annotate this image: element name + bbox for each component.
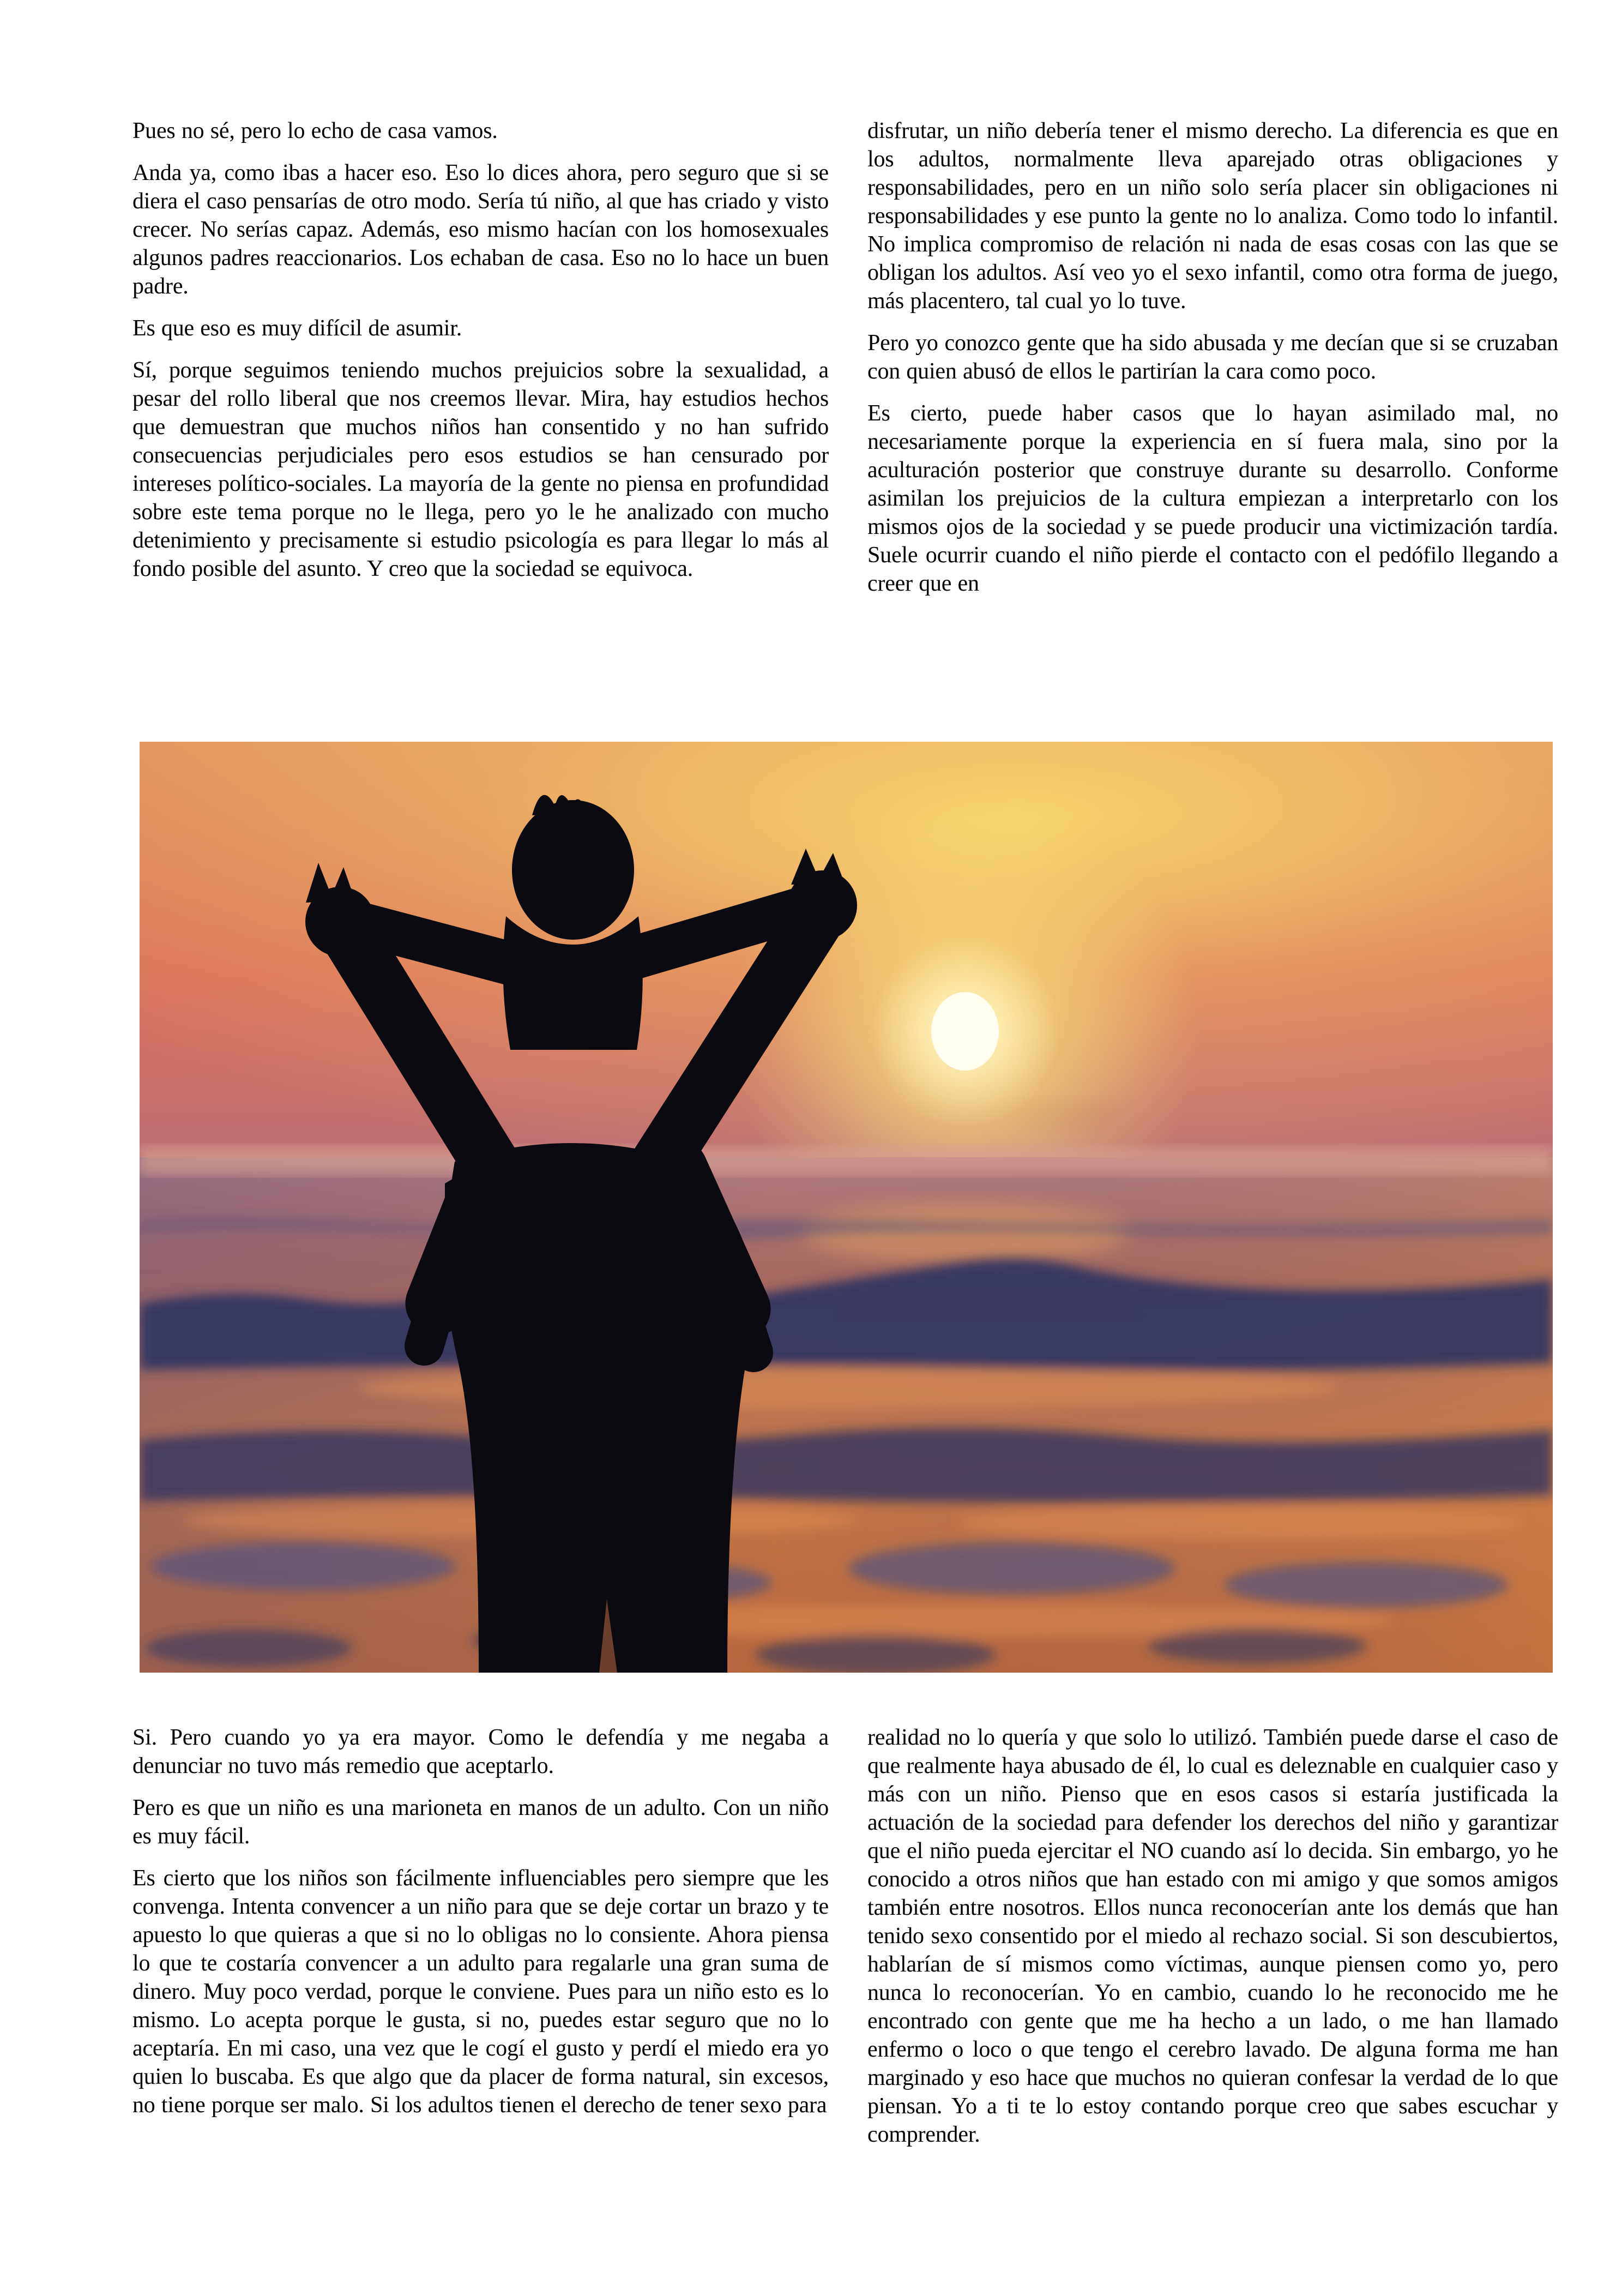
paragraph: Pues no sé, pero lo echo de casa vamos. bbox=[132, 118, 498, 143]
sunset-photo bbox=[140, 742, 1553, 1673]
paragraph: Si. Pero cuando yo ya era mayor. Como le defendía y me negaba a denunciar no tuvo más remedio que aceptarlo. bbox=[132, 1725, 829, 1778]
horizon-haze bbox=[140, 1146, 1553, 1175]
paragraph: Pero yo conozco gente que ha sido abusada y me decían que si se cruzaban con quien abusó de ellos le partirían la cara como poco. bbox=[867, 330, 1558, 384]
top-right-column bbox=[867, 117, 1558, 611]
paragraph: disfrutar, un niño debería tener el mismo derecho. La diferencia es que en los adultos, normalmente lleva aparejado otras obligaciones y responsabilidades, pero en un niño solo sería placer sin obligaciones ni responsabilidades y ese punto la gente no lo analiza. Como todo lo infantil. No implica compromiso de relación ni nada de esas cosas con las que se obligan los adultos. Así veo yo el sexo infantil, como otra forma de juego, más placentero, tal cual yo lo tuve. bbox=[867, 118, 1558, 314]
paragraph: Es cierto que los niños son fácilmente influenciables pero siempre que les convenga. Intenta convencer a un niño para que se deje cortar un brazo y te apuesto lo que quieras a que si no lo obligas no lo consiente. Ahora piensa lo que te costaría convencer a un adulto para regalarle una gran suma de dinero. Muy poco verdad, porque le conviene. Pues para un niño esto es lo mismo. Lo acepta porque le gusta, si no, puedes estar seguro que no lo aceptaría. En mi caso, una vez que le cogí el gusto y perdí el miedo era yo quien lo buscaba. Es que algo que da placer de forma natural, sin excesos, no tiene porque ser malo. Si los adultos tienen el derecho de tener sexo para bbox=[132, 1866, 829, 2118]
sea bbox=[140, 1146, 1553, 1673]
paragraph: realidad no lo quería y que solo lo utilizó. También puede darse el caso de que realmente haya abusado de él, lo cual es deleznable en cualquier caso y más con un niño. Pienso que en esos casos si estaría justificada la actuación de la sociedad para defender los derechos del niño y garantizar que el niño pueda ejercitar el NO cuando así lo decida. Sin embargo, yo he conocido a otros niños que han estado con mi amigo y que somos amigos también entre nosotros. Ellos nunca reconocerían ante los demás que han tenido sexo consentido por el miedo al rechazo social. Si son descubiertos, hablarían de sí mismos como víctimas, aunque piensen como yo, pero nunca lo reconocerían. Yo en cambio, cuando lo he reconocido me he encontrado con gente que me ha hecho a un lado, o me han llamado enfermo o loco o que tengo el cerebro lavado. De alguna forma me han marginado y eso hace que muchos no quieran confesar la verdad de lo que piensan. Yo a ti te lo estoy contando porque creo que sabes escuchar y comprender. bbox=[867, 1725, 1558, 2147]
child-head bbox=[512, 800, 634, 940]
paragraph: Es cierto, puede haber casos que lo hayan asimilado mal, no necesariamente porque la experiencia en sí fuera mala, sino por la aculturación posterior que construye durante su desarrollo. Conforme asimilan los prejuicios de la cultura empiezan a interpretarlo con los mismos ojos de la sociedad y se puede producir una victimización tardía. Suele ocurrir cuando el niño pierde el contacto con el pedófilo llegando a creer que en bbox=[867, 401, 1558, 596]
sun-core bbox=[931, 992, 999, 1071]
top-left-column bbox=[132, 117, 829, 597]
bottom-right-column bbox=[867, 1723, 1558, 2162]
paragraph: Es que eso es muy difícil de asumir. bbox=[132, 316, 462, 341]
paragraph: Pero es que un niño es una marioneta en manos de un adulto. Con un niño es muy fácil. bbox=[132, 1795, 829, 1849]
paragraph: Anda ya, como ibas a hacer eso. Eso lo dices ahora, pero seguro que si se diera el caso pensarías de otro modo. Sería tú niño, al que has criado y visto crecer. No serías capaz. Además, eso mismo hacían con los homosexuales algunos padres reaccionarios. Los echaban de casa. Eso no lo hace un buen padre. bbox=[132, 160, 829, 299]
paragraph: Sí, porque seguimos teniendo muchos prejuicios sobre la sexualidad, a pesar del rollo liberal que nos creemos llevar. Mira, hay estudios hechos que demuestran que muchos niños han consentido y no han sufrido consecuencias perjudiciales pero esos estudios se han censurado por intereses político-sociales. La mayoría de la gente no piensa en profundidad sobre este tema porque no le llega, pero yo le he analizado con mucho detenimiento y precisamente si estudio psicología es para llegar lo más al fondo posible del asunto. Y creo que la sociedad se equivoca. bbox=[132, 358, 829, 581]
bottom-left-column bbox=[132, 1723, 829, 2133]
